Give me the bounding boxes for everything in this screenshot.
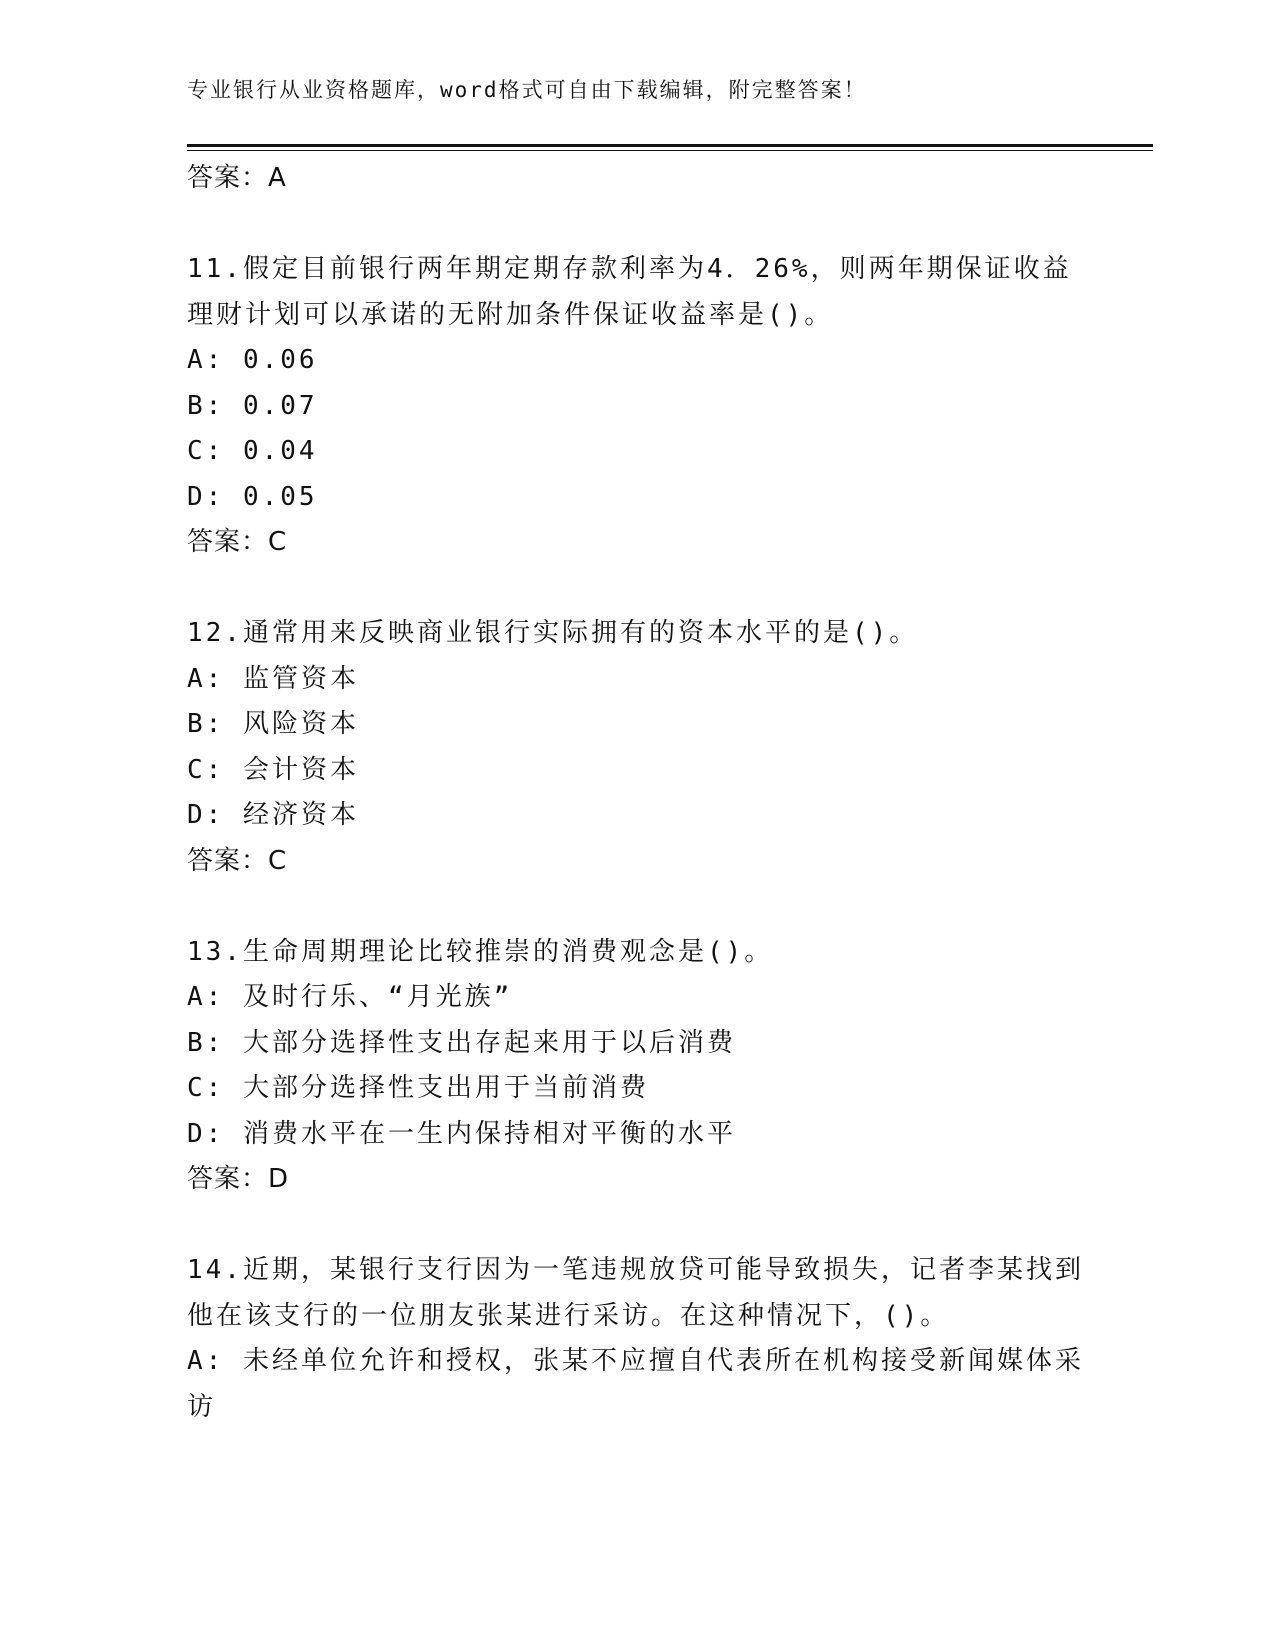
- answer-line: 答案：A: [187, 163, 287, 193]
- text-line: C: 大部分选择性支出用于当前消费: [187, 1073, 649, 1103]
- text-line: 14.近期，某银行支行因为一笔违规放贷可能导致损失，记者李某找到: [187, 1255, 1084, 1285]
- block-gap: [187, 202, 1077, 248]
- header-rule-thin: [187, 150, 1153, 151]
- text-line: A: 监管资本: [187, 663, 359, 694]
- text-line: 11.假定目前银行两年期定期存款利率为4．26%，则两年期保证收益: [187, 254, 1072, 284]
- header-rule-thick: [187, 144, 1153, 147]
- answer-line: 答案：C: [187, 527, 288, 557]
- text-line: A: 0.06: [187, 345, 318, 375]
- text-line: C: 会计资本: [187, 754, 359, 785]
- block-gap: [187, 566, 1077, 612]
- text-line: D: 经济资本: [187, 800, 359, 830]
- text-line: C: 0.04: [187, 436, 318, 466]
- text-line: 12.通常用来反映商业银行实际拥有的资本水平的是()。: [187, 618, 919, 648]
- text-line: B: 风险资本: [187, 709, 359, 739]
- text-line: B: 大部分选择性支出存起来用于以后消费: [187, 1027, 736, 1058]
- text-line: D: 0.05: [187, 481, 318, 512]
- page-header: 专业银行从业资格题库，word格式可自由下载编辑，附完整答案！: [187, 78, 867, 102]
- text-line: A: 未经单位允许和授权，张某不应擅自代表所在机构接受新闻媒体采: [187, 1346, 1084, 1376]
- text-line: 13.生命周期理论比较推崇的消费观念是()。: [187, 936, 774, 967]
- text-line: 他在该支行的一位朋友张某进行采访。在这种情况下，()。: [187, 1300, 950, 1331]
- question-content: [187, 156, 1084, 1430]
- block-gap: [187, 884, 1077, 930]
- block-gap: [187, 1203, 1077, 1249]
- text-line: 理财计划可以承诺的无附加条件保证收益率是()。: [187, 299, 834, 330]
- text-line: A: 及时行乐、“月光族”: [187, 982, 513, 1012]
- answer-line: 答案：D: [187, 1164, 290, 1194]
- text-line: D: 消费水平在一生内保持相对平衡的水平: [187, 1118, 736, 1149]
- answer-line: 答案：C: [187, 845, 288, 876]
- text-line: B: 0.07: [187, 390, 318, 421]
- text-line: 访: [187, 1391, 217, 1422]
